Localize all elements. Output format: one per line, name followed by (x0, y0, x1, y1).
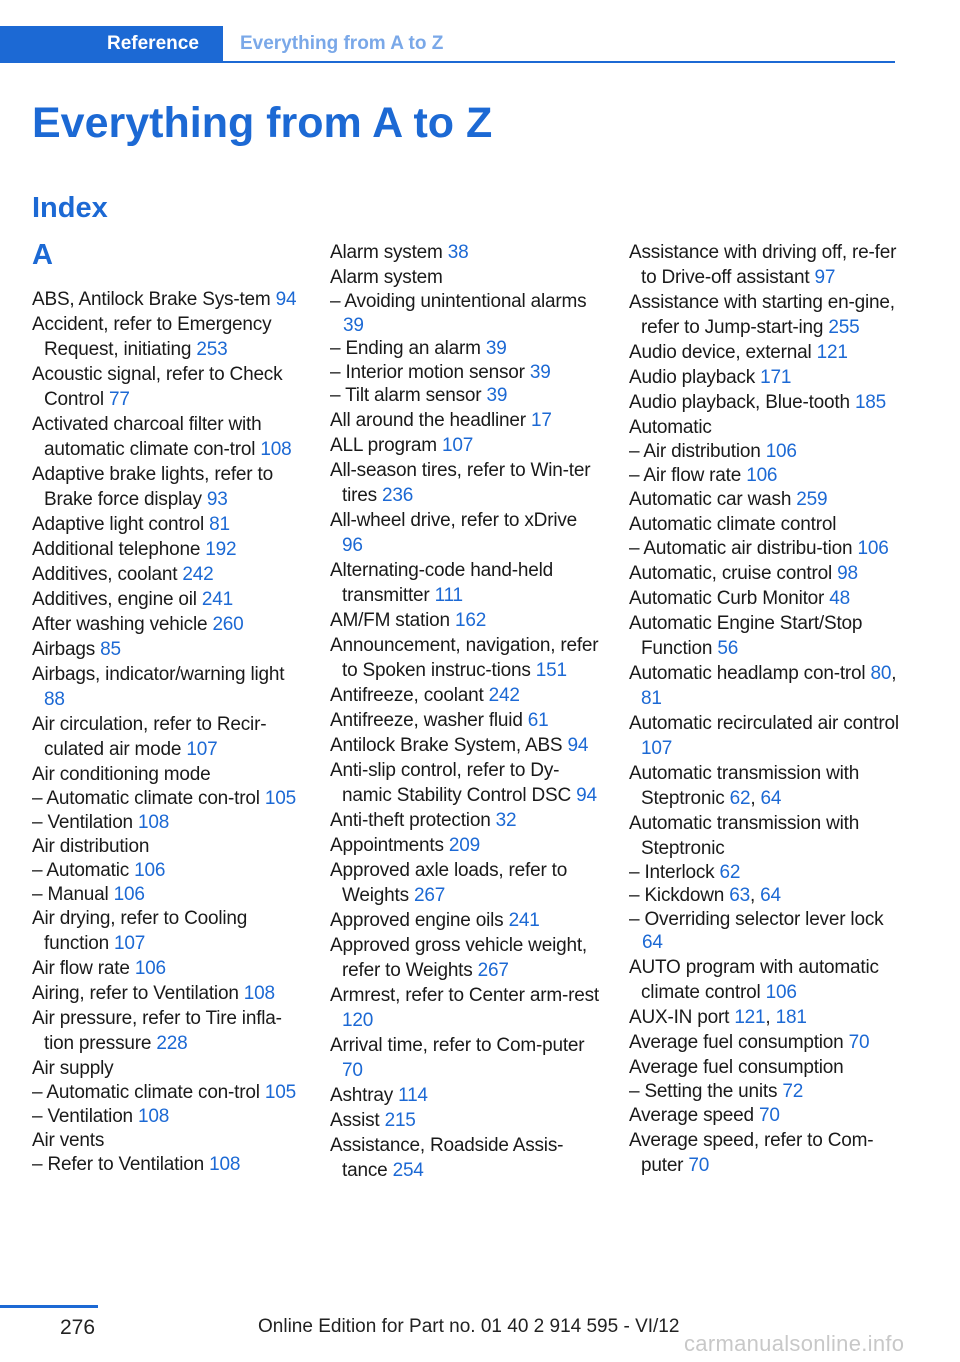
page-link[interactable]: 108 (138, 811, 170, 833)
index-entry (629, 390, 901, 415)
entry-text: Appointments (330, 834, 444, 856)
entry-text: – Automatic air distribu‐tion (629, 538, 853, 559)
page-link[interactable]: 56 (717, 637, 739, 659)
index-entry (32, 312, 304, 362)
page-link[interactable]: 70 (758, 1105, 780, 1126)
page-link[interactable]: 107 (442, 434, 474, 456)
entry-text: Assistance with starting en‐gine, refer to Jump-start‐ing (629, 292, 895, 338)
page-link[interactable]: 70 (342, 1059, 363, 1081)
entry-text: – Automatic (32, 860, 130, 881)
page-link[interactable]: 260 (212, 614, 244, 635)
page-link[interactable]: 97 (814, 267, 836, 288)
page-link[interactable]: 17 (531, 409, 552, 431)
entry-text: Average speed (629, 1105, 754, 1126)
page-link[interactable]: 94 (567, 734, 589, 756)
entry-text: Arrival time, refer to Com‐puter (330, 1034, 585, 1056)
index-entry (629, 290, 901, 340)
index-entry (32, 612, 304, 637)
entry-text: Assistance, Roadside Assis‐tance (330, 1134, 564, 1181)
page-title: Everything from A to Z (32, 99, 493, 147)
index-entry (330, 708, 602, 733)
page-link[interactable]: 114 (398, 1084, 428, 1106)
entry-text: Armrest, refer to Center arm‐rest (330, 984, 599, 1006)
entry-text: Air drying, refer to Cooling function (32, 908, 248, 954)
page-link[interactable]: 106 (765, 441, 797, 462)
page-link[interactable]: 236 (382, 484, 414, 506)
page-link[interactable]: 72 (782, 1080, 804, 1102)
index-subtitle: Index (32, 192, 108, 224)
index-subentry (629, 908, 901, 955)
page-link[interactable]: 81 (641, 687, 662, 709)
index-subentry (629, 537, 901, 561)
index-entry (32, 587, 304, 612)
entry-text: Air conditioning mode (32, 764, 211, 785)
entry-text: ABS, Antilock Brake Sys‐tem (32, 289, 271, 310)
entry-text: Adaptive brake lights, refer to Brake force display (32, 464, 273, 510)
entry-text: – Tilt alarm sensor (330, 385, 482, 406)
index-entry: Automatic transmission with Steptronic 62, 64 (629, 762, 860, 809)
footer-rule (0, 1305, 98, 1308)
header-tab-bar (0, 26, 895, 63)
entry-text: – Interior motion sensor (330, 361, 525, 383)
index-entry (330, 833, 602, 858)
index-entry (629, 586, 901, 611)
index-subentry (629, 1080, 901, 1104)
entry-text: Average speed, refer to Com‐puter (629, 1130, 874, 1176)
index-entry (330, 608, 602, 633)
page-link[interactable]: 62 (719, 861, 741, 883)
edition-note: Online Edition for Part no. 01 40 2 914 595 - VI/12 (258, 1316, 680, 1337)
entry-text: Airing, refer to Ventilation (32, 983, 239, 1004)
index-entry (330, 433, 602, 458)
index-entry (330, 1133, 602, 1183)
index-entry (629, 955, 901, 1005)
index-entry (330, 265, 602, 290)
entry-text: – Kickdown (629, 885, 725, 906)
entry-text: ALL program (330, 434, 437, 456)
index-entry (330, 983, 602, 1033)
index-entry (629, 1103, 901, 1128)
index-entry (330, 633, 602, 683)
page-link[interactable]: 111 (434, 584, 463, 606)
page-link[interactable]: 62 (729, 787, 751, 809)
entry-text: Automatic transmission with Steptronic (629, 812, 860, 859)
page-link[interactable]: 120 (342, 1009, 374, 1031)
page-link[interactable]: 185 (854, 392, 887, 413)
entry-text: – Automatic climate con‐trol (32, 788, 260, 809)
index-entry (32, 1006, 304, 1056)
index-entry (32, 537, 304, 562)
entry-text: – Ending an alarm (330, 338, 481, 359)
index-entry: AUX-IN port 121, 181 (629, 1006, 807, 1028)
index-column-1 (32, 240, 304, 1177)
entry-text: – Air flow rate (629, 464, 742, 486)
page-link[interactable]: 77 (108, 389, 130, 410)
index-entry (330, 558, 602, 608)
page-link[interactable]: 242 (488, 684, 520, 706)
page-link[interactable]: 242 (182, 564, 214, 585)
entry-text: Air supply (32, 1058, 114, 1079)
index-entry (32, 512, 304, 537)
page-link[interactable]: 39 (485, 338, 507, 359)
index-entry (629, 240, 901, 290)
entry-text: All-wheel drive, refer to xDrive (330, 509, 578, 531)
entry-text: – Interlock (629, 861, 715, 883)
entry-text: Alternating-code hand-held transmitter (330, 559, 553, 606)
entry-text: Approved engine oils (330, 909, 504, 931)
index-entry (629, 1055, 901, 1080)
page-link[interactable]: 48 (829, 587, 851, 609)
page-link[interactable]: 64 (760, 885, 781, 906)
entry-text: Assist (330, 1109, 380, 1131)
index-entry (330, 1108, 602, 1133)
index-entry: Automatic headlamp con‐trol 80, 81 (629, 662, 897, 709)
entry-text: All-season tires, refer to Win‐ter tires (330, 459, 591, 506)
index-column-3 (629, 240, 901, 1178)
entry-text: Alarm system (330, 267, 443, 288)
index-entry (330, 408, 602, 433)
entry-text: Alarm system (330, 242, 443, 263)
page-link[interactable]: 107 (641, 737, 673, 759)
entry-text: – Ventilation (32, 811, 133, 833)
page-link[interactable]: 171 (760, 367, 792, 388)
index-subentry (629, 440, 901, 464)
entry-text: Automatic car wash (629, 489, 792, 510)
entry-text: Accident, refer to Emergency Request, initiating (32, 314, 272, 360)
entry-text: Air distribution (32, 836, 150, 857)
page-link[interactable]: 63 (729, 885, 750, 906)
page-link[interactable]: 39 (529, 361, 551, 383)
page-link[interactable]: 254 (392, 1159, 424, 1181)
entry-text: Automatic Curb Monitor (629, 587, 825, 609)
entry-text: After washing vehicle (32, 614, 208, 635)
page-link[interactable]: 98 (837, 562, 858, 584)
index-subentry (32, 883, 304, 907)
index-entry (629, 561, 901, 586)
page-link[interactable]: 64 (642, 932, 663, 953)
page-link[interactable]: 106 (134, 958, 166, 979)
entry-text: – Overriding selector lever lock (629, 908, 884, 930)
entry-text: Antifreeze, coolant (330, 684, 484, 706)
entry-text: Automatic climate control (629, 514, 837, 535)
index-entry (32, 956, 304, 981)
index-entry (32, 981, 304, 1006)
index-entry (32, 412, 304, 462)
page-link[interactable]: 121 (816, 342, 848, 363)
index-entry (330, 1083, 602, 1108)
page-link[interactable]: 39 (343, 314, 364, 336)
entry-text: Automatic headlamp con‐trol (629, 662, 866, 684)
index-subentry (32, 859, 304, 883)
index-entry (629, 512, 901, 537)
entry-text: Automatic recirculated air control (629, 712, 899, 734)
index-subentry (330, 361, 602, 385)
page-link[interactable]: 64 (760, 787, 782, 809)
page-link[interactable]: 106 (113, 883, 145, 905)
entry-text: Air pressure, refer to Tire infla‐tion pressure (32, 1008, 282, 1054)
page-link[interactable]: 80 (870, 662, 892, 684)
entry-text: Announcement, navigation, refer to Spoken instruc‐tions (330, 634, 599, 681)
page-link[interactable]: 228 (156, 1033, 188, 1054)
entry-text: Airbags, indicator/warning light (32, 664, 285, 685)
index-subentry (330, 384, 602, 408)
index-entry (629, 611, 901, 661)
entry-text: Audio playback (629, 367, 756, 388)
index-entry (32, 637, 304, 662)
entry-text: – Air distribution (629, 441, 761, 462)
entry-text: – Refer to Ventilation (32, 1154, 204, 1175)
index-subentry (32, 1153, 304, 1177)
index-entry (32, 762, 304, 787)
entry-text: Audio playback, Blue‐tooth (629, 392, 850, 413)
page-link[interactable]: 88 (44, 689, 65, 710)
tab-reference[interactable]: Reference (0, 26, 223, 61)
entry-text: – Ventilation (32, 1105, 133, 1127)
entry-text: Antilock Brake System, ABS (330, 734, 563, 756)
index-entry (629, 415, 901, 440)
index-subentry (629, 861, 901, 885)
entry-text: Additional telephone (32, 539, 201, 560)
index-column-2 (330, 240, 602, 1183)
entry-text: Air vents (32, 1130, 105, 1151)
entry-text: Adaptive light control (32, 514, 204, 535)
page-link[interactable]: 106 (765, 981, 797, 1003)
index-entry (629, 340, 901, 365)
entry-text: Acoustic signal, refer to Check Control (32, 364, 283, 410)
page-link[interactable]: 181 (775, 1006, 807, 1028)
index-entry (330, 758, 602, 808)
index-entry (32, 834, 304, 859)
index-entry (330, 458, 602, 508)
page-link[interactable]: 241 (508, 909, 540, 931)
page-link[interactable]: 70 (848, 1031, 870, 1053)
page-link[interactable]: 106 (857, 538, 889, 559)
page-link[interactable]: 108 (260, 439, 292, 460)
entry-text: Additives, engine oil (32, 589, 197, 610)
page-link[interactable]: 209 (448, 834, 480, 856)
entry-text: Anti-theft protection (330, 809, 491, 831)
index-entry (330, 908, 602, 933)
index-entry (32, 712, 304, 762)
page-link[interactable]: 106 (746, 464, 778, 486)
page-link[interactable]: 39 (486, 385, 508, 406)
entry-text: Activated charcoal filter with automatic climate con‐trol (32, 414, 262, 460)
page-link[interactable]: 108 (209, 1154, 241, 1175)
index-entry (629, 1030, 901, 1055)
entry-text: Automatic Engine Start/Stop Function (629, 612, 863, 659)
entry-text: Automatic transmission with Steptronic (629, 762, 860, 809)
index-subentry (32, 1081, 304, 1105)
page-link[interactable]: 93 (206, 489, 228, 510)
entry-text: Assistance with driving off, re‐fer to Drive-off assistant (629, 242, 897, 288)
entry-text: – Manual (32, 883, 109, 905)
index-entry (330, 240, 602, 265)
index-subentry (330, 337, 602, 361)
entry-text: Anti-slip control, refer to Dy‐namic Stability Control DSC (330, 759, 572, 806)
watermark-logo: carmanualsonline.info (684, 1331, 905, 1356)
index-entry (330, 733, 602, 758)
page-link[interactable]: 61 (527, 709, 549, 731)
page-link[interactable]: 192 (205, 539, 237, 560)
page-link[interactable]: 151 (535, 659, 567, 681)
entry-text: All around the headliner (330, 409, 526, 431)
page-link[interactable]: 70 (688, 1155, 710, 1176)
index-entry (629, 1128, 901, 1178)
page-link[interactable]: 241 (201, 589, 233, 610)
index-entry (32, 1056, 304, 1081)
index-subentry (32, 1105, 304, 1129)
index-entry (629, 365, 901, 390)
entry-text: AUX-IN port (629, 1006, 730, 1028)
page-link[interactable]: 81 (209, 514, 230, 535)
tab-everything-a-to-z[interactable]: Everything from A to Z (240, 33, 444, 54)
index-entry (330, 933, 602, 983)
page-number: 276 (60, 1316, 96, 1339)
entry-text: Automatic, cruise control (629, 562, 833, 584)
page-link[interactable]: 162 (454, 609, 487, 631)
entry-text: Air flow rate (32, 958, 130, 979)
entry-text: – Avoiding unintentional alarms (330, 291, 587, 312)
index-entry (32, 362, 304, 412)
page-link[interactable]: 105 (264, 788, 296, 809)
index-entry (32, 462, 304, 512)
section-letter: A (32, 239, 53, 271)
index-entry (32, 1128, 304, 1153)
page-link[interactable]: 259 (796, 489, 828, 510)
index-entry (330, 1033, 602, 1083)
index-entry (32, 287, 304, 312)
entry-text: Air circulation, refer to Recir‐culated air mode (32, 714, 267, 760)
entry-text: Average fuel consumption (629, 1031, 844, 1053)
entry-text: – Setting the units (629, 1080, 778, 1102)
index-entry (330, 508, 602, 558)
index-entry (629, 811, 901, 861)
page-link[interactable]: 121 (734, 1006, 766, 1028)
entry-text: AM/FM station (330, 609, 450, 631)
index-entry (330, 683, 602, 708)
entry-text: Average fuel consumption (629, 1056, 844, 1078)
entry-text: Additives, coolant (32, 564, 178, 585)
page-link[interactable]: 106 (134, 860, 166, 881)
index-entry (629, 711, 901, 761)
index-subentry (32, 811, 304, 835)
page-link[interactable]: 267 (477, 959, 509, 981)
page-link[interactable]: 107 (114, 933, 146, 954)
index-subentry (629, 464, 901, 488)
entry-text: Approved axle loads, refer to Weights (330, 859, 568, 906)
page-link[interactable]: 32 (495, 809, 517, 831)
entry-text: AUTO program with automatic climate control (629, 956, 879, 1003)
index-entry (330, 808, 602, 833)
page-link[interactable]: 38 (447, 242, 469, 263)
page-link[interactable]: 253 (196, 339, 228, 360)
index-entry (330, 858, 602, 908)
index-entry (32, 906, 304, 956)
index-entry (32, 562, 304, 587)
page-link[interactable]: 107 (186, 739, 218, 760)
page-link[interactable]: 215 (384, 1109, 416, 1131)
index-subentry (32, 787, 304, 811)
page-link[interactable]: 94 (275, 289, 297, 310)
page-link[interactable]: 108 (243, 983, 275, 1004)
page-link[interactable]: 96 (342, 534, 363, 556)
index-subentry (330, 290, 602, 337)
page-link[interactable]: 255 (828, 317, 860, 338)
index-entry (629, 487, 901, 512)
page-link[interactable]: 85 (100, 639, 121, 660)
entry-text: Approved gross vehicle weight, refer to Weights (330, 934, 587, 981)
entry-text: – Automatic climate con‐trol (32, 1082, 260, 1103)
page-link[interactable]: 94 (576, 784, 597, 806)
entry-text: Antifreeze, washer fluid (330, 709, 523, 731)
index-subentry: – Kickdown 63, 64 (629, 885, 781, 906)
entry-text: Audio device, external (629, 342, 812, 363)
entry-text: Ashtray (330, 1084, 394, 1106)
entry-text: Automatic (629, 417, 712, 438)
page-link[interactable]: 267 (413, 884, 446, 906)
page-link[interactable]: 108 (138, 1105, 170, 1127)
entry-text: Airbags (32, 639, 96, 660)
page-link[interactable]: 105 (264, 1082, 296, 1103)
index-entry (32, 662, 304, 712)
